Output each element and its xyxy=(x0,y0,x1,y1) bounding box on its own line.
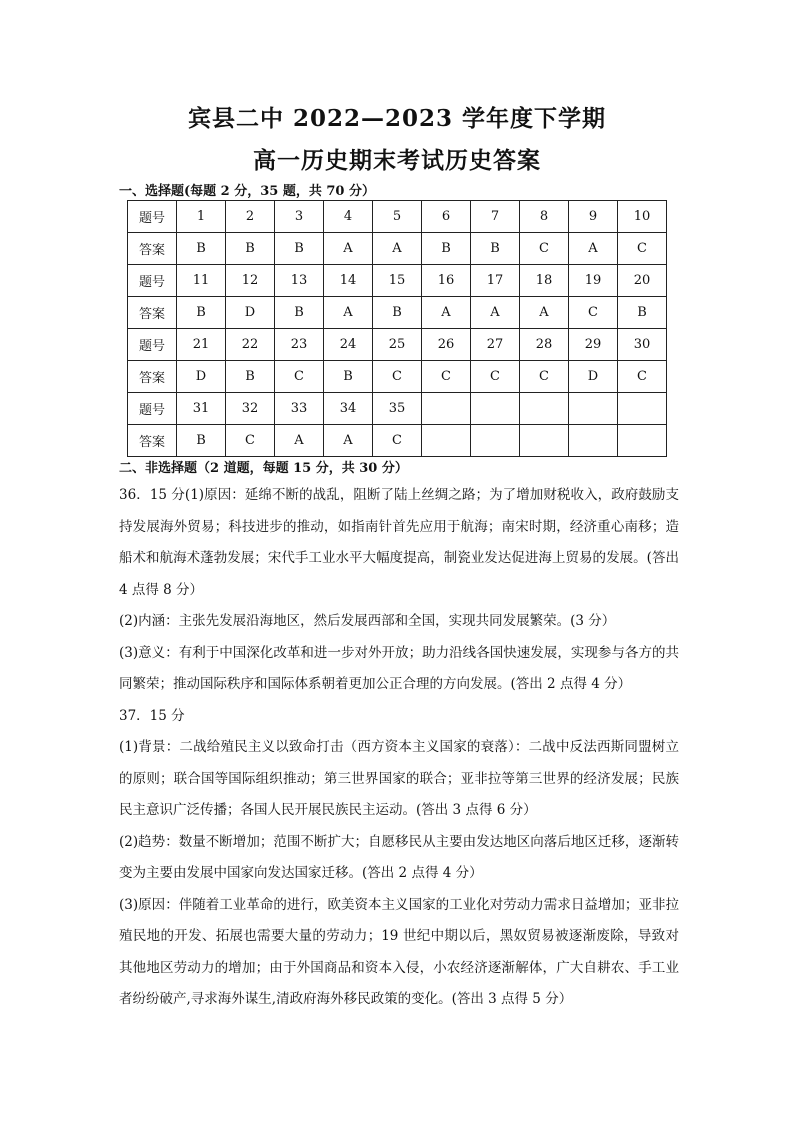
answer-paragraph: 36．15 分(1)原因：延绵不断的战乱，阻断了陆上丝绸之路；为了增加财税收入，政府鼓励支持发展海外贸易；科技进步的推动，如指南针首先应用于航海；南宋时期，经济重心南移；造船术和航海术蓬勃发展；宋代手工业水平大幅度提高，制瓷业发达促进海上贸易的发展。(答出 4 点得 8 分） xyxy=(119,487,679,598)
row-label: 题号 xyxy=(128,329,177,361)
answer-cell: A xyxy=(324,425,373,457)
answer-cell: B xyxy=(324,361,373,393)
question-number-cell: 22 xyxy=(226,329,275,361)
question-number-cell: 14 xyxy=(324,265,373,297)
question-number-cell xyxy=(618,393,667,425)
answer-cell: C xyxy=(471,361,520,393)
answer-row xyxy=(128,233,667,265)
answer-table xyxy=(127,200,667,457)
row-label: 答案 xyxy=(128,297,177,329)
question-number-cell: 20 xyxy=(618,265,667,297)
answer-cell: D xyxy=(569,361,618,393)
answer-cell: A xyxy=(324,297,373,329)
answer-cell: D xyxy=(226,297,275,329)
question-number-cell: 7 xyxy=(471,201,520,233)
answer-cell: C xyxy=(226,425,275,457)
question-number-row xyxy=(128,201,667,233)
answer-cell: B xyxy=(373,297,422,329)
answer-cell: B xyxy=(275,297,324,329)
answer-cell: C xyxy=(520,233,569,265)
answer-cell xyxy=(471,425,520,457)
answer-cell xyxy=(520,425,569,457)
answer-cell: D xyxy=(177,361,226,393)
answer-cell: B xyxy=(177,233,226,265)
question-number-row xyxy=(128,393,667,425)
answer-cell: B xyxy=(422,233,471,265)
answer-paragraph: (1)背景：二战给殖民主义以致命打击（西方资本主义国家的衰落）：二战中反法西斯同盟树立的原则；联合国等国际组织推动；第三世界国家的联合；亚非拉等第三世界的经济发展；民族民主意识广泛传播；各国人民开展民族民主运动。(答出 3 点得 6 分） xyxy=(119,739,679,818)
question-number-cell: 30 xyxy=(618,329,667,361)
question-number-cell: 31 xyxy=(177,393,226,425)
answer-row xyxy=(128,297,667,329)
row-label: 答案 xyxy=(128,361,177,393)
question-number-cell: 23 xyxy=(275,329,324,361)
question-number-cell: 32 xyxy=(226,393,275,425)
question-number-cell: 16 xyxy=(422,265,471,297)
answer-cell xyxy=(422,425,471,457)
answer-cell: A xyxy=(471,297,520,329)
question-number-cell: 34 xyxy=(324,393,373,425)
answer-cell xyxy=(618,425,667,457)
question-number-cell: 27 xyxy=(471,329,520,361)
question-number-cell: 1 xyxy=(177,201,226,233)
question-number-cell: 28 xyxy=(520,329,569,361)
answer-cell: B xyxy=(226,233,275,265)
answer-cell: A xyxy=(520,297,569,329)
answer-cell: C xyxy=(422,361,471,393)
answer-cell: B xyxy=(177,297,226,329)
answer-cell xyxy=(569,425,618,457)
doc-title-line2: 高一历史期末考试历史答案 xyxy=(253,147,541,174)
question-number-cell: 10 xyxy=(618,201,667,233)
question-number-cell: 35 xyxy=(373,393,422,425)
question-number-cell: 24 xyxy=(324,329,373,361)
answer-cell: B xyxy=(177,425,226,457)
answer-cell: C xyxy=(618,361,667,393)
question-number-cell xyxy=(520,393,569,425)
answer-cell: C xyxy=(373,361,422,393)
answer-cell: C xyxy=(618,233,667,265)
question-number-cell: 12 xyxy=(226,265,275,297)
answer-body xyxy=(119,480,679,1016)
row-label: 题号 xyxy=(128,265,177,297)
answer-paragraph: (2)内涵：主张先发展沿海地区，然后发展西部和全国，实现共同发展繁荣。(3 分） xyxy=(119,613,616,629)
section2-heading: 二、非选择题（2 道题，每题 15 分，共 30 分） xyxy=(119,461,408,476)
question-number-cell: 26 xyxy=(422,329,471,361)
question-number-cell: 18 xyxy=(520,265,569,297)
answer-paragraph: (3)原因：伴随着工业革命的进行，欧美资本主义国家的工业化对劳动力需求日益增加；亚非拉殖民地的开发、拓展也需要大量的劳动力；19 世纪中期以后，黑奴贸易被逐渐废除，导致对其他地区劳动力的增加；由于外国商品和资本入侵，小农经济逐渐解体，广大自耕农、手工业者纷纷破产,寻求海外谋生,清政府海外移民政策的变化。(答出 3 点得 5 分） xyxy=(119,896,679,1007)
answer-cell: B xyxy=(226,361,275,393)
question-number-cell: 19 xyxy=(569,265,618,297)
question-number-cell: 2 xyxy=(226,201,275,233)
question-number-cell: 13 xyxy=(275,265,324,297)
answer-row xyxy=(128,361,667,393)
question-number-cell: 29 xyxy=(569,329,618,361)
answer-cell: A xyxy=(324,233,373,265)
doc-title-line1: 宾县二中 2022—2023 学年度下学期 xyxy=(187,105,607,132)
answer-cell: A xyxy=(373,233,422,265)
row-label: 答案 xyxy=(128,425,177,457)
question-number-cell: 6 xyxy=(422,201,471,233)
answer-cell: C xyxy=(275,361,324,393)
answer-cell: C xyxy=(569,297,618,329)
question-number-cell: 9 xyxy=(569,201,618,233)
question-number-cell: 15 xyxy=(373,265,422,297)
answer-cell: B xyxy=(471,233,520,265)
question-number-cell xyxy=(471,393,520,425)
answer-cell: B xyxy=(618,297,667,329)
answer-cell: B xyxy=(275,233,324,265)
question-number-cell: 3 xyxy=(275,201,324,233)
answer-cell: A xyxy=(275,425,324,457)
question-number-cell: 33 xyxy=(275,393,324,425)
question-number-cell: 25 xyxy=(373,329,422,361)
answer-paragraph: (3)意义：有利于中国深化改革和进一步对外开放；助力沿线各国快速发展，实现参与各方的共同繁荣；推动国际秩序和国际体系朝着更加公正合理的方向发展。(答出 2 点得 4 分） xyxy=(119,644,679,692)
question-number-row xyxy=(128,329,667,361)
row-label: 题号 xyxy=(128,201,177,233)
question-number-cell: 8 xyxy=(520,201,569,233)
question-number-cell: 4 xyxy=(324,201,373,233)
question-number-cell xyxy=(569,393,618,425)
answer-row xyxy=(128,425,667,457)
answer-paragraph: (2)趋势：数量不断增加；范围不断扩大；自愿移民从主要由发达地区向落后地区迁移，逐渐转变为主要由发展中国家向发达国家迁移。(答出 2 点得 4 分） xyxy=(119,833,679,881)
row-label: 答案 xyxy=(128,233,177,265)
question-number-cell xyxy=(422,393,471,425)
answer-cell: A xyxy=(569,233,618,265)
question-number-cell: 5 xyxy=(373,201,422,233)
question-number-row xyxy=(128,265,667,297)
question-number-cell: 17 xyxy=(471,265,520,297)
question-number-cell: 21 xyxy=(177,329,226,361)
section1-heading: 一、选择题(每题 2 分，35 题，共 70 分） xyxy=(119,184,376,199)
row-label: 题号 xyxy=(128,393,177,425)
question-number-cell: 11 xyxy=(177,265,226,297)
answer-cell: C xyxy=(373,425,422,457)
answer-cell: A xyxy=(422,297,471,329)
answer-paragraph: 37．15 分 xyxy=(119,707,185,724)
answer-cell: C xyxy=(520,361,569,393)
